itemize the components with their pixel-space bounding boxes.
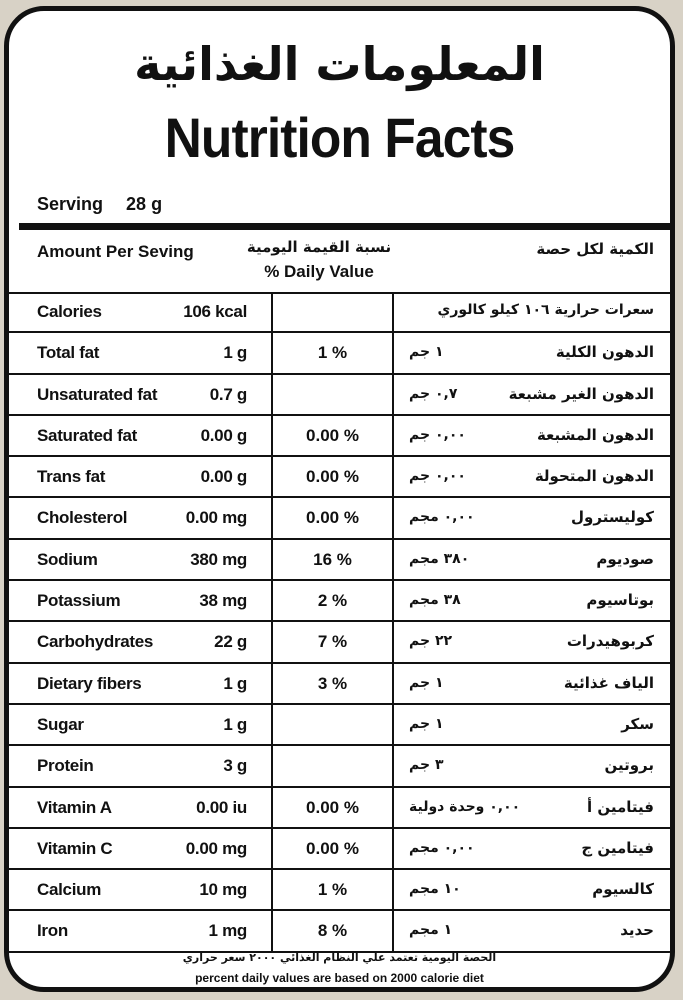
serving-label: Serving xyxy=(37,194,104,214)
nutrient-name-arabic: كربوهيدرات xyxy=(566,632,654,651)
nutrient-amount: 10 mg xyxy=(199,880,247,900)
table-row xyxy=(9,498,670,539)
nutrient-name: Vitamin A xyxy=(37,797,112,817)
nutrient-daily-value: 2 % xyxy=(317,591,348,611)
nutrient-name-arabic: كالسيوم xyxy=(592,880,654,899)
nutrient-daily-value: 3 % xyxy=(317,673,348,693)
table-row xyxy=(9,829,670,870)
nutrient-arabic: سعرات حرارية ١٠٦ كيلو كالوري xyxy=(437,302,654,318)
nutrient-amount-arabic: ٠,٧ جم xyxy=(409,385,458,402)
table-row xyxy=(9,333,670,374)
nutrient-amount-arabic: ٠,٠٠ جم xyxy=(409,426,466,443)
header-quantity-arabic: الكمية لكل حصة xyxy=(536,240,654,258)
nutrient-name: Iron xyxy=(37,921,68,941)
nutrient-amount: 1 g xyxy=(223,343,247,363)
nutrient-daily-value: 8 % xyxy=(317,921,348,941)
title-english: Nutrition Facts xyxy=(164,106,515,169)
table-row xyxy=(9,581,670,622)
table-row xyxy=(9,746,670,787)
thick-divider xyxy=(19,223,670,230)
nutrition-label xyxy=(4,6,675,992)
nutrient-name: Trans fat xyxy=(37,467,106,487)
nutrient-amount-arabic: ٢٢ جم xyxy=(409,633,453,650)
nutrient-amount-arabic: ١ مجم xyxy=(409,922,453,939)
nutrient-amount-arabic: ٠,٠٠ وحدة دولية xyxy=(409,798,521,815)
table-row xyxy=(9,788,670,829)
nutrient-amount: 3 g xyxy=(223,756,247,776)
nutrient-amount: 0.00 iu xyxy=(196,797,247,817)
nutrient-name-arabic: كوليسترول xyxy=(571,508,654,527)
nutrient-amount-arabic: ٣ جم xyxy=(409,757,444,774)
nutrient-name: Carbohydrates xyxy=(37,632,154,652)
table-header xyxy=(9,230,670,294)
header-daily-value-arabic: نسبة القيمة اليومية xyxy=(246,238,392,256)
nutrient-name-arabic: صوديوم xyxy=(596,549,654,568)
nutrient-name: Cholesterol xyxy=(37,508,128,528)
nutrient-daily-value: 0.00 % xyxy=(306,425,359,445)
nutrient-daily-value: 0.00 % xyxy=(306,838,359,858)
nutrient-name: Unsaturated fat xyxy=(37,384,158,404)
nutrient-name-arabic: حديد xyxy=(620,921,654,940)
nutrient-amount-arabic: ٠,٠٠ مجم xyxy=(409,839,475,856)
nutrient-name: Calories xyxy=(37,302,102,321)
nutrient-name: Protein xyxy=(37,756,94,776)
nutrient-name: Sodium xyxy=(37,549,98,569)
serving-size xyxy=(37,194,162,215)
nutrient-name-arabic: الدهون المشبعة xyxy=(536,425,654,444)
footer-note: percent daily values are based on 2000 calorie diet xyxy=(195,971,484,985)
nutrient-daily-value: 16 % xyxy=(313,549,352,569)
nutrient-amount: 0.00 g xyxy=(200,425,247,445)
nutrient-name-arabic: الياف غذائية xyxy=(563,673,654,692)
nutrient-daily-value: 0.00 % xyxy=(306,467,359,487)
nutrient-name-arabic: سكر xyxy=(621,714,654,733)
table-row xyxy=(9,540,670,581)
nutrient-daily-value: 7 % xyxy=(317,632,348,652)
nutrient-amount-arabic: ٣٨ مجم xyxy=(409,592,461,609)
nutrient-amount: 22 g xyxy=(214,632,247,652)
nutrient-amount-arabic: ٠,٠٠ جم xyxy=(409,468,466,485)
nutrient-amount-arabic: ٠,٠٠ مجم xyxy=(409,509,475,526)
nutrient-name: Vitamin C xyxy=(37,838,113,858)
serving-value: 28 g xyxy=(126,194,163,214)
nutrient-daily-value: 1 % xyxy=(317,343,348,363)
nutrient-amount: 380 mg xyxy=(190,549,247,569)
table-row-calories xyxy=(9,292,670,333)
nutrient-name: Dietary fibers xyxy=(37,673,142,693)
header-daily-value: % Daily Value xyxy=(264,262,374,281)
table-row xyxy=(9,705,670,746)
nutrient-name-arabic: الدهون المتحولة xyxy=(534,467,654,486)
nutrient-name: Saturated fat xyxy=(37,425,138,445)
title-arabic: المعلومات الغذائية xyxy=(134,37,545,91)
nutrient-amount: 0.00 mg xyxy=(185,508,247,528)
table-row xyxy=(9,457,670,498)
nutrient-amount: 1 g xyxy=(223,673,247,693)
header-amount-per: Amount Per Seving xyxy=(37,242,194,261)
nutrient-amount: 1 g xyxy=(223,714,247,734)
table-row xyxy=(9,416,670,457)
nutrient-amount-arabic: ١٠ مجم xyxy=(409,881,461,898)
table-row xyxy=(9,870,670,911)
nutrient-amount-arabic: ٣٨٠ مجم xyxy=(409,550,470,567)
nutrient-daily-value: 0.00 % xyxy=(306,797,359,817)
table-row xyxy=(9,622,670,663)
nutrient-name: Calcium xyxy=(37,880,102,900)
nutrient-name: Sugar xyxy=(37,714,84,734)
table-row xyxy=(9,375,670,416)
nutrient-amount-arabic: ١ جم xyxy=(409,674,444,691)
nutrient-name: Potassium xyxy=(37,591,121,611)
nutrient-amount-arabic: ١ جم xyxy=(409,715,444,732)
table-row xyxy=(9,911,670,952)
nutrient-name-arabic: بروتين xyxy=(604,756,654,775)
footer-note-arabic: الحصة اليومية تعتمد علي النظام الغذائي ٢٠٠٠ سعر حراري xyxy=(182,951,497,964)
nutrient-name-arabic: بوتاسيوم xyxy=(586,591,654,610)
nutrient-name-arabic: الدهون الكلية xyxy=(555,343,654,362)
nutrient-amount: 38 mg xyxy=(199,591,247,611)
nutrient-amount: 1 mg xyxy=(208,921,247,941)
nutrient-name: Total fat xyxy=(37,343,100,363)
nutrient-amount: 0.00 mg xyxy=(185,838,247,858)
nutrient-table xyxy=(9,292,670,953)
nutrient-name-arabic: فيتامين ج xyxy=(581,838,654,857)
table-row xyxy=(9,664,670,705)
nutrient-amount: 106 kcal xyxy=(183,302,247,321)
nutrient-amount: 0.7 g xyxy=(209,384,247,404)
nutrient-amount: 0.00 g xyxy=(200,467,247,487)
nutrient-name-arabic: فيتامين أ xyxy=(587,797,654,816)
nutrient-daily-value: 1 % xyxy=(317,880,348,900)
nutrient-name-arabic: الدهون الغير مشبعة xyxy=(508,384,654,403)
nutrient-amount-arabic: ١ جم xyxy=(409,344,444,361)
nutrient-daily-value: 0.00 % xyxy=(306,508,359,528)
